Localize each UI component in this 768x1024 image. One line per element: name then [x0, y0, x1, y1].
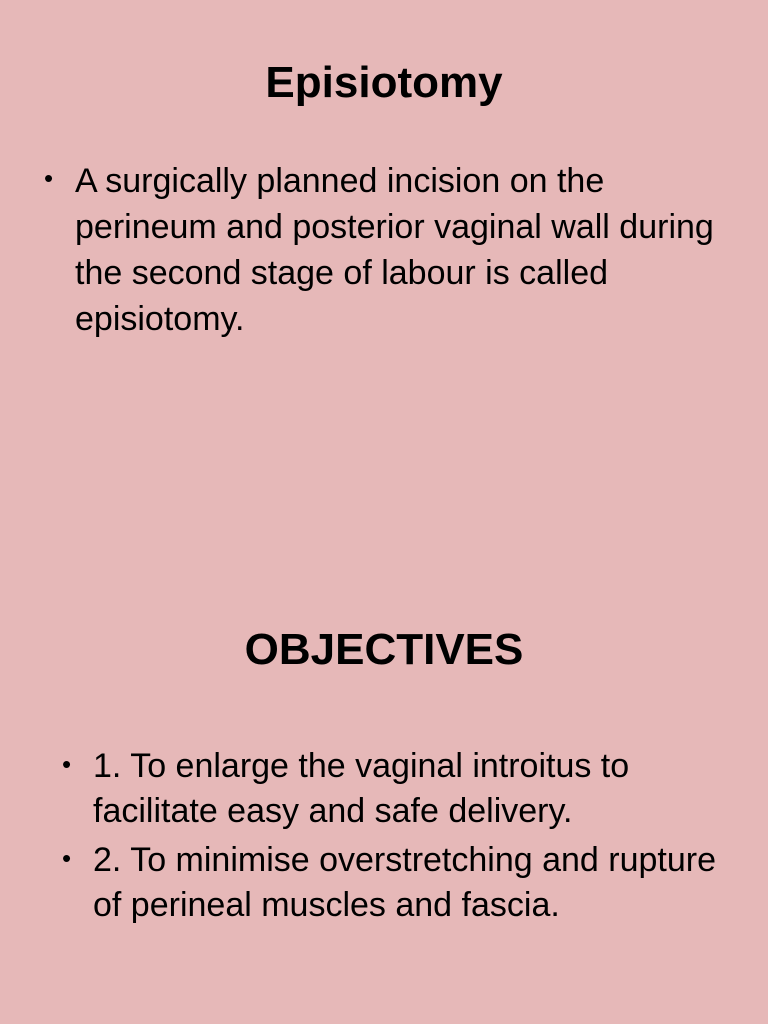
- bullet-list: [44, 158, 744, 342]
- bullet-item: [62, 838, 752, 928]
- bullet-text: 1. To enlarge the vaginal introitus to facilitate easy and safe delivery.: [93, 747, 630, 830]
- bullet-text: A surgically planned incision on the perineum and posterior vaginal wall during the second stage of labour is called episiotomy.: [75, 162, 714, 338]
- bullet-item: [62, 744, 752, 834]
- slide-title: OBJECTIVES: [244, 625, 524, 674]
- bullet-text: 2. To minimise overstretching and rupture of perineal muscles and fascia.: [93, 841, 717, 924]
- bullet-item: [44, 158, 744, 342]
- bullet-icon: •: [62, 843, 72, 873]
- bullet-list: [62, 744, 752, 928]
- slide-objectives: [0, 512, 768, 1024]
- slide-title: Episiotomy: [265, 58, 503, 107]
- bullet-icon: •: [62, 749, 72, 779]
- bullet-icon: •: [44, 163, 54, 193]
